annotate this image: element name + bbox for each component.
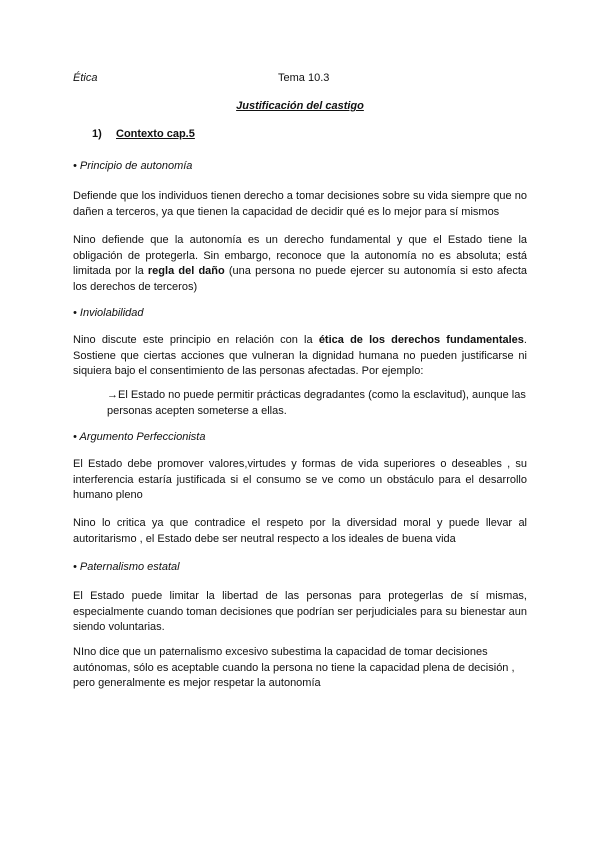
header-subject: Ética xyxy=(73,72,98,84)
paragraph-example: →El Estado no puede permitir prácticas degradantes (como la esclavitud), aunque las personas acepten someterse a ellas. xyxy=(107,389,526,417)
paragraph-autonomia-nino xyxy=(73,233,527,295)
paragraph-autonomia-definition: Defiende que los individuos tienen derecho a tomar decisiones sobre su vida siempre que no dañen a terceros, ya que tienen la capacidad de decidir qué es lo mejor para sí mismos xyxy=(73,190,527,218)
header-topic: Tema 10.3 xyxy=(278,72,330,84)
paragraph-paternalismo: El Estado puede limitar la libertad de las personas para protegerlas de sí mismas, especialmente cuando toman decisiones que podrían ser perjudiciales para su bienestar aun siendo voluntarias. xyxy=(73,590,527,633)
paragraph-inviolabilidad xyxy=(73,333,527,380)
bullet-autonomia: • Principio de autonomía xyxy=(73,160,193,172)
paragraph-critica: Nino lo critica ya que contradice el respeto por la diversidad moral y puede llevar al autoritarismo , el Estado debe ser neutral respecto a los ideales de buena vida xyxy=(73,517,527,545)
bullet-inviolabilidad: • Inviolabilidad xyxy=(73,307,144,319)
p3-text-c: . Sostiene que ciertas acciones que vulneran la dignidad humana no pueden justificarse ni siquiera bajo el consentimiento de las personas afectadas. Por ejemplo: xyxy=(73,334,527,377)
p2-text-c: (una persona no puede ejercer su autonomía si esto afecta los derechos de terceros) xyxy=(73,265,527,293)
section-number: 1) xyxy=(92,128,102,140)
document-title: Justificación del castigo xyxy=(236,100,364,112)
p3-text-a: Nino discute este principio en relación con la xyxy=(73,334,319,346)
bullet-perfeccionista: • Argumento Perfeccionista xyxy=(73,431,206,443)
bullet-paternalismo: • Paternalismo estatal xyxy=(73,561,180,573)
paragraph-paternalismo-nino: NIno dice que un paternalismo excesivo subestima la capacidad de tomar decisiones autónomas, sólo es aceptable cuando la persona no tiene la capacidad plena de decisión , pero generalmente es mejor respetar la autonomía xyxy=(73,646,515,689)
p2-text-a: Nino defiende que la autonomía es un derecho fundamental y que el Estado tiene la obligación de protegerla. Sin embargo, reconoce que la autonomía no es absoluta; está limitada por la xyxy=(73,234,527,277)
paragraph-perfeccionista: El Estado debe promover valores,virtudes y formas de vida superiores o deseables , su interferencia estaría justificada si el consumo se ve como un obstáculo para el desarrollo humano pleno xyxy=(73,458,527,501)
section-heading xyxy=(92,128,195,140)
p2-bold: regla del daño xyxy=(147,265,225,277)
p3-bold: ética de los derechos fundamentales xyxy=(318,334,524,346)
section-title: Contexto cap.5 xyxy=(116,128,195,140)
